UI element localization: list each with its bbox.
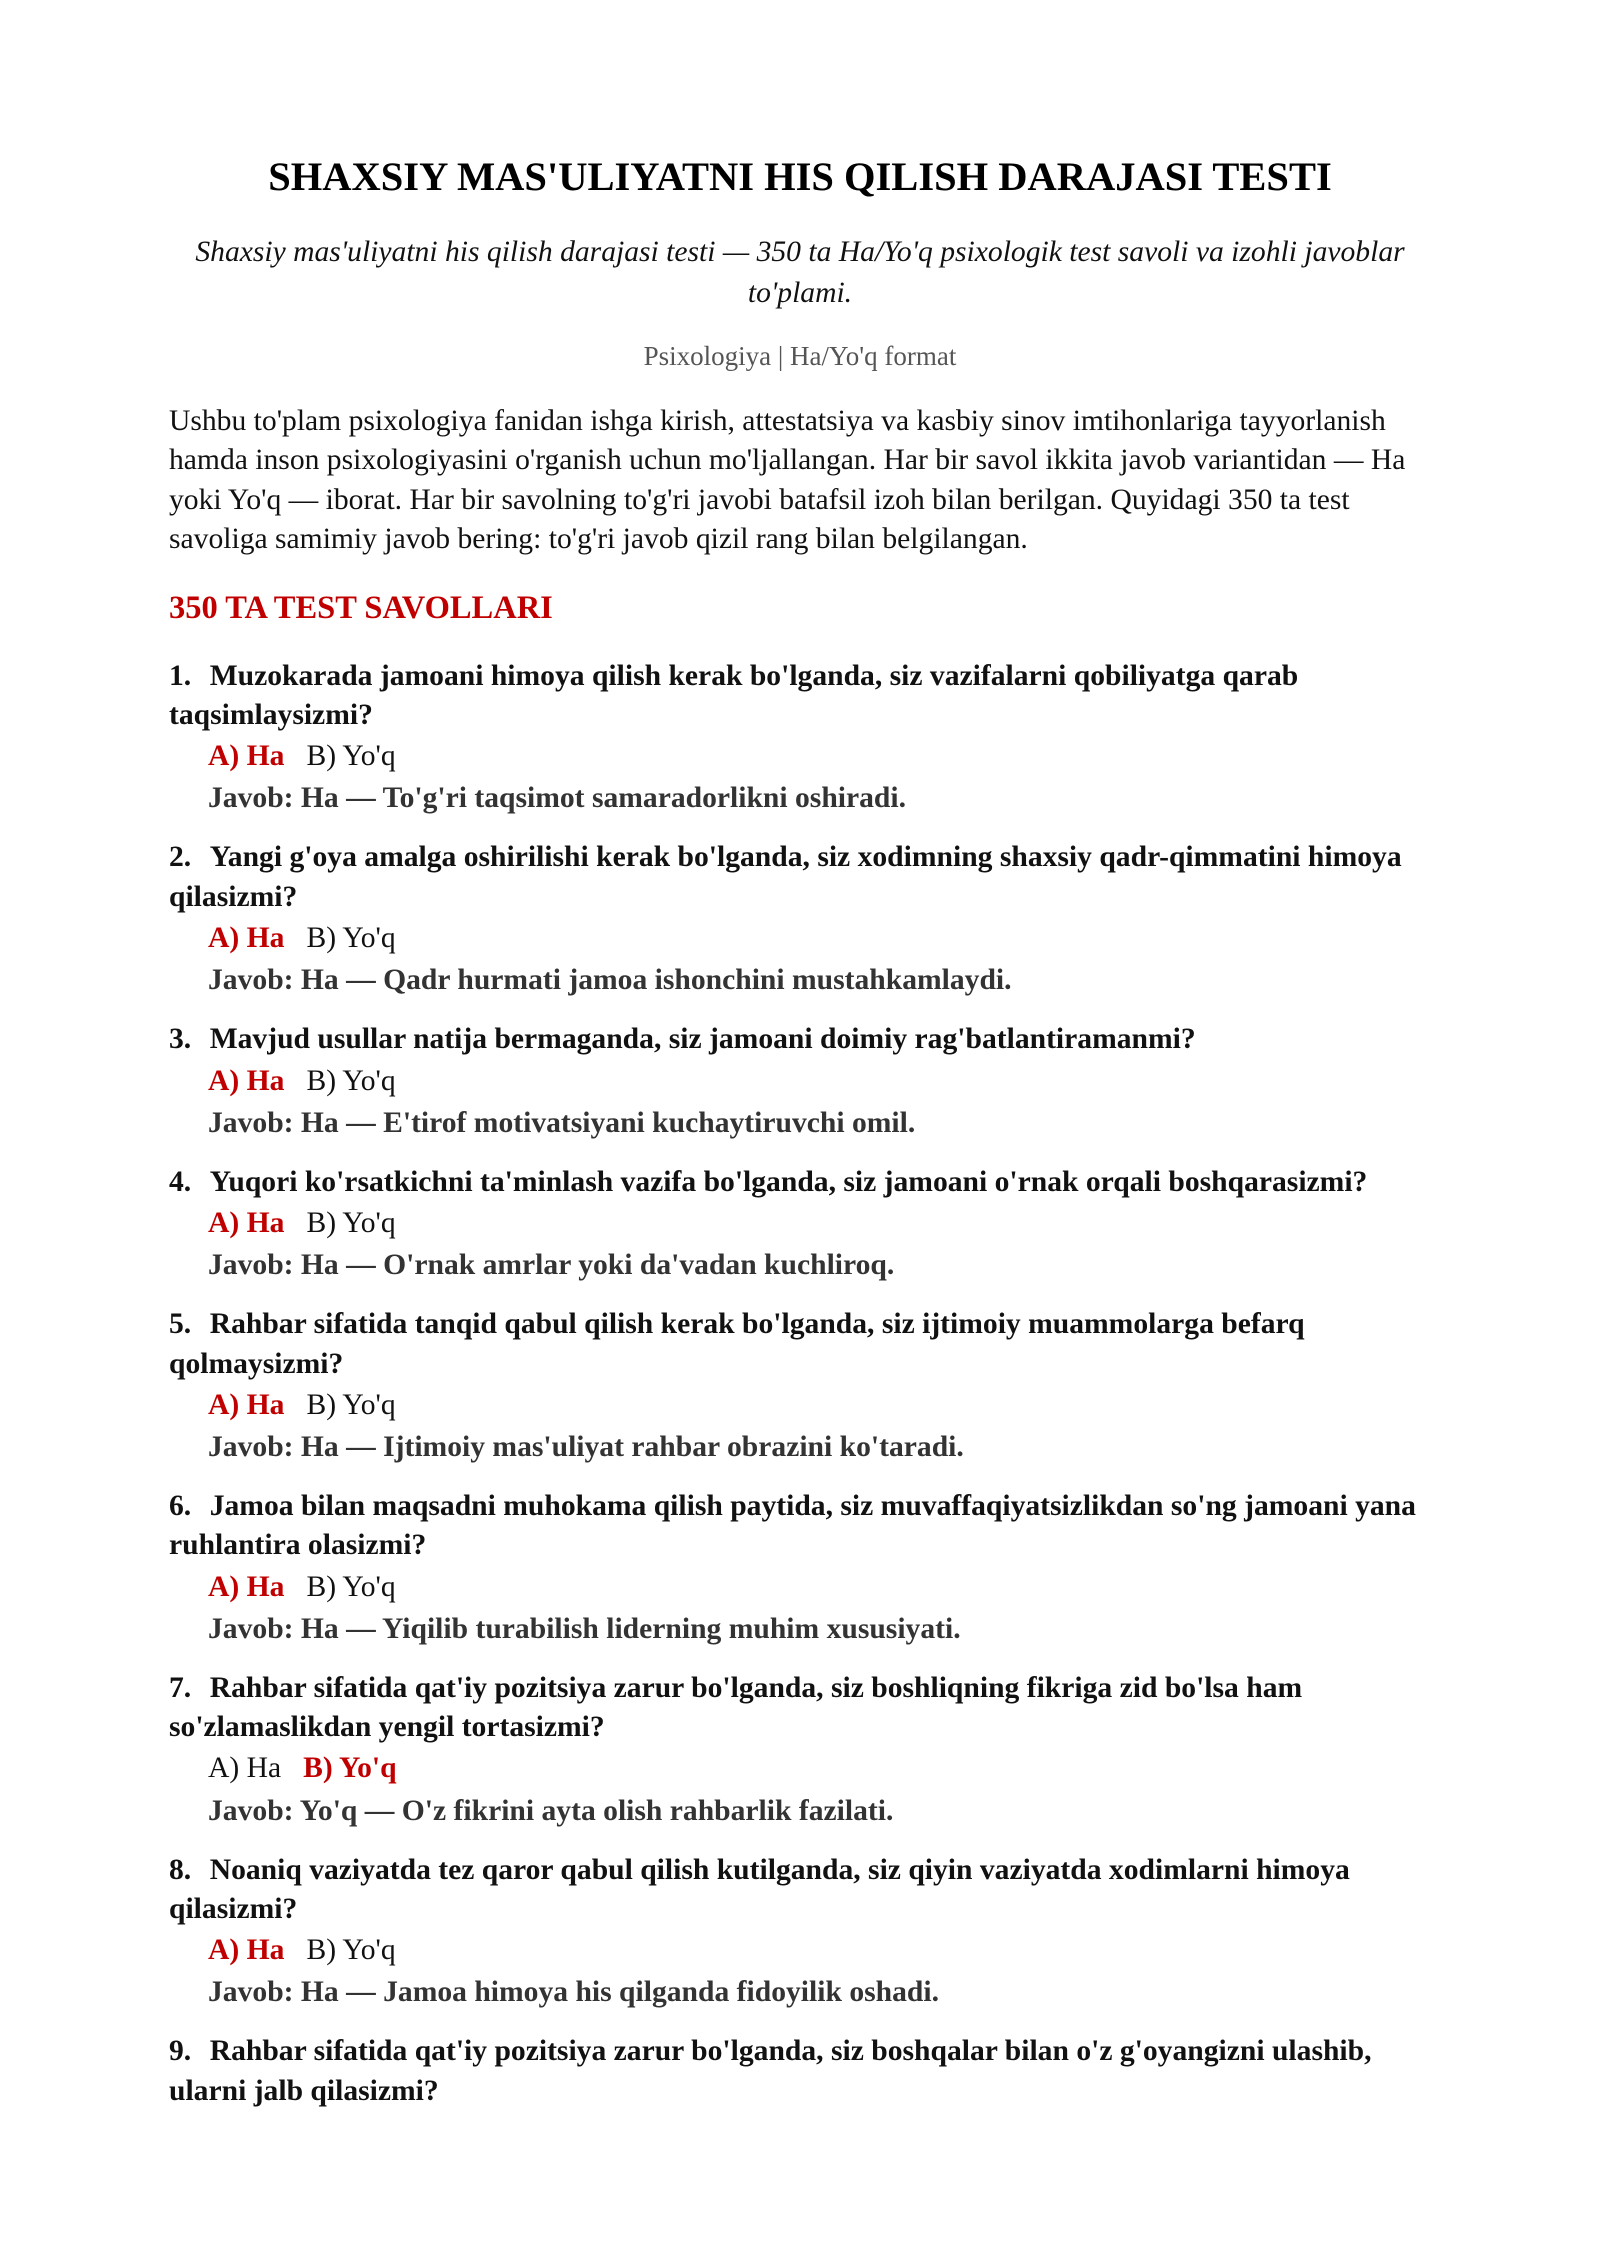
question-text-row	[169, 1163, 1431, 1202]
document-category-meta: Psixologiya | Ha/Yo'q format	[643, 341, 957, 371]
question-item	[169, 1305, 1431, 1468]
question-number: 8.	[169, 1853, 192, 1886]
question-text: Muzokarada jamoani himoya qilish kerak bo'lganda, siz vazifalarni qobiliyatga qarab taqsimlaysizmi?	[169, 659, 1299, 731]
option-a: A) Ha	[208, 922, 285, 955]
answer-options	[169, 1566, 1431, 1608]
question-text: Rahbar sifatida qat'iy pozitsiya zarur bo'lganda, siz boshliqning fikriga zid bo'lsa ham so'zlamaslikdan yengil tortasizmi?	[169, 1671, 1303, 1744]
option-a: A) Ha	[208, 1934, 285, 1967]
question-number: 3.	[169, 1023, 192, 1056]
document-subtitle: Shaxsiy mas'uliyatni his qilish darajasi testi — 350 ta Ha/Yo'q psixologik test savoli va izohli javoblar to'plami.	[195, 236, 1405, 309]
option-b: B) Yo'q	[306, 740, 396, 773]
section-heading: 350 TA TEST SAVOLLARI	[169, 590, 553, 627]
option-b: B) Yo'q	[306, 922, 396, 955]
answer-explanation: Javob: Ha — Jamoa himoya his qilganda fidoyilik oshadi.	[208, 1976, 939, 2009]
question-number: 1.	[169, 659, 192, 692]
option-a: A) Ha	[208, 1207, 285, 1240]
answer-options	[169, 1060, 1431, 1102]
question-text-row	[169, 657, 1431, 736]
answer-explanation: Javob: Yo'q — O'z fikrini ayta olish rahbarlik fazilati.	[208, 1794, 894, 1827]
question-item	[169, 657, 1431, 820]
question-item	[169, 838, 1431, 1001]
question-text: Noaniq vaziyatda tez qaror qabul qilish kutilganda, siz qiyin vaziyatda xodimlarni himoya qilasizmi?	[169, 1853, 1350, 1925]
question-text: Yuqori ko'rsatkichni ta'minlash vazifa bo'lganda, siz jamoani o'rnak orqali boshqarasizmi?	[209, 1165, 1368, 1198]
answer-explanation: Javob: Ha — Qadr hurmati jamoa ishonchini mustahkamlaydi.	[208, 964, 1012, 997]
question-number: 7.	[169, 1671, 192, 1704]
option-a: A) Ha	[208, 740, 285, 773]
question-item	[169, 2032, 1431, 2111]
question-list	[169, 657, 1431, 2111]
answer-explanation: Javob: Ha — Ijtimoiy mas'uliyat rahbar obrazini ko'taradi.	[208, 1431, 964, 1464]
answer-explanation: Javob: Ha — To'g'ri taqsimot samaradorlikni oshiradi.	[208, 782, 907, 815]
option-a: A) Ha	[208, 1752, 282, 1785]
question-text: Rahbar sifatida qat'iy pozitsiya zarur bo'lganda, siz boshqalar bilan o'z g'oyangizni ulashib, ularni jalb qilasizmi?	[169, 2035, 1372, 2107]
option-b: B) Yo'q	[306, 1934, 396, 1967]
question-text-row	[169, 1669, 1431, 1748]
question-item	[169, 1487, 1431, 1650]
question-number: 4.	[169, 1165, 192, 1198]
option-b: B) Yo'q	[306, 1207, 396, 1240]
answer-explanation: Javob: Ha — O'rnak amrlar yoki da'vadan kuchliroq.	[208, 1249, 895, 1282]
question-text: Rahbar sifatida tanqid qabul qilish kerak bo'lganda, siz ijtimoiy muammolarga befarq qolmaysizmi?	[169, 1308, 1305, 1380]
question-text-row	[169, 1020, 1431, 1059]
question-number: 2.	[169, 841, 192, 874]
question-text-row	[169, 838, 1431, 917]
question-number: 9.	[169, 2035, 192, 2068]
option-a: A) Ha	[208, 1064, 285, 1097]
question-text: Mavjud usullar natija bermaganda, siz jamoani doimiy rag'batlantiramanmi?	[209, 1023, 1196, 1056]
question-text: Yangi g'oya amalga oshirilishi kerak bo'lganda, siz xodimning shaxsiy qadr-qimmatini himoya qilasizmi?	[169, 841, 1402, 913]
question-text-row	[169, 2032, 1431, 2111]
option-b: B) Yo'q	[306, 1064, 396, 1097]
answer-options	[169, 1202, 1431, 1244]
answer-options	[169, 1384, 1431, 1426]
question-text: Jamoa bilan maqsadni muhokama qilish paytida, siz muvaffaqiyatsizlikdan so'ng jamoani yana ruhlantira olasizmi?	[169, 1490, 1416, 1562]
answer-options	[169, 735, 1431, 777]
question-item	[169, 1851, 1431, 2014]
option-b: B) Yo'q	[306, 1388, 396, 1421]
intro-paragraph: Ushbu to'plam psixologiya fanidan ishga kirish, attestatsiya va kasbiy sinov imtihonlariga tayyorlanish hamda inson psixologiyasini o'rganish uchun mo'ljallangan. Har bir savol ikkita javob variantidan — Ha yoki Yo'q — iborat. Har bir savolning to'g'ri javobi batafsil izoh bilan berilgan. Quyidagi 350 ta test savoliga samimiy javob bering: to'g'ri javob qizil rang bilan belgilangan.	[169, 405, 1406, 555]
question-number: 6.	[169, 1490, 192, 1523]
option-a: A) Ha	[208, 1388, 285, 1421]
answer-options	[169, 917, 1431, 959]
question-text-row	[169, 1305, 1431, 1384]
question-item	[169, 1669, 1431, 1832]
option-a: A) Ha	[208, 1570, 285, 1603]
answer-explanation: Javob: Ha — Yiqilib turabilish liderning muhim xususiyati.	[208, 1612, 961, 1645]
option-b: B) Yo'q	[306, 1570, 396, 1603]
question-number: 5.	[169, 1308, 192, 1341]
question-item	[169, 1163, 1431, 1287]
question-text-row	[169, 1851, 1431, 1930]
answer-explanation: Javob: Ha — E'tirof motivatsiyani kuchaytiruvchi omil.	[208, 1106, 916, 1139]
question-item	[169, 1020, 1431, 1144]
option-b: B) Yo'q	[303, 1752, 397, 1785]
document-title: SHAXSIY MAS'ULIYATNI HIS QILISH DARAJASI TESTI	[268, 154, 1332, 199]
question-text-row	[169, 1487, 1431, 1566]
answer-options	[169, 1929, 1431, 1971]
answer-options	[169, 1747, 1431, 1789]
